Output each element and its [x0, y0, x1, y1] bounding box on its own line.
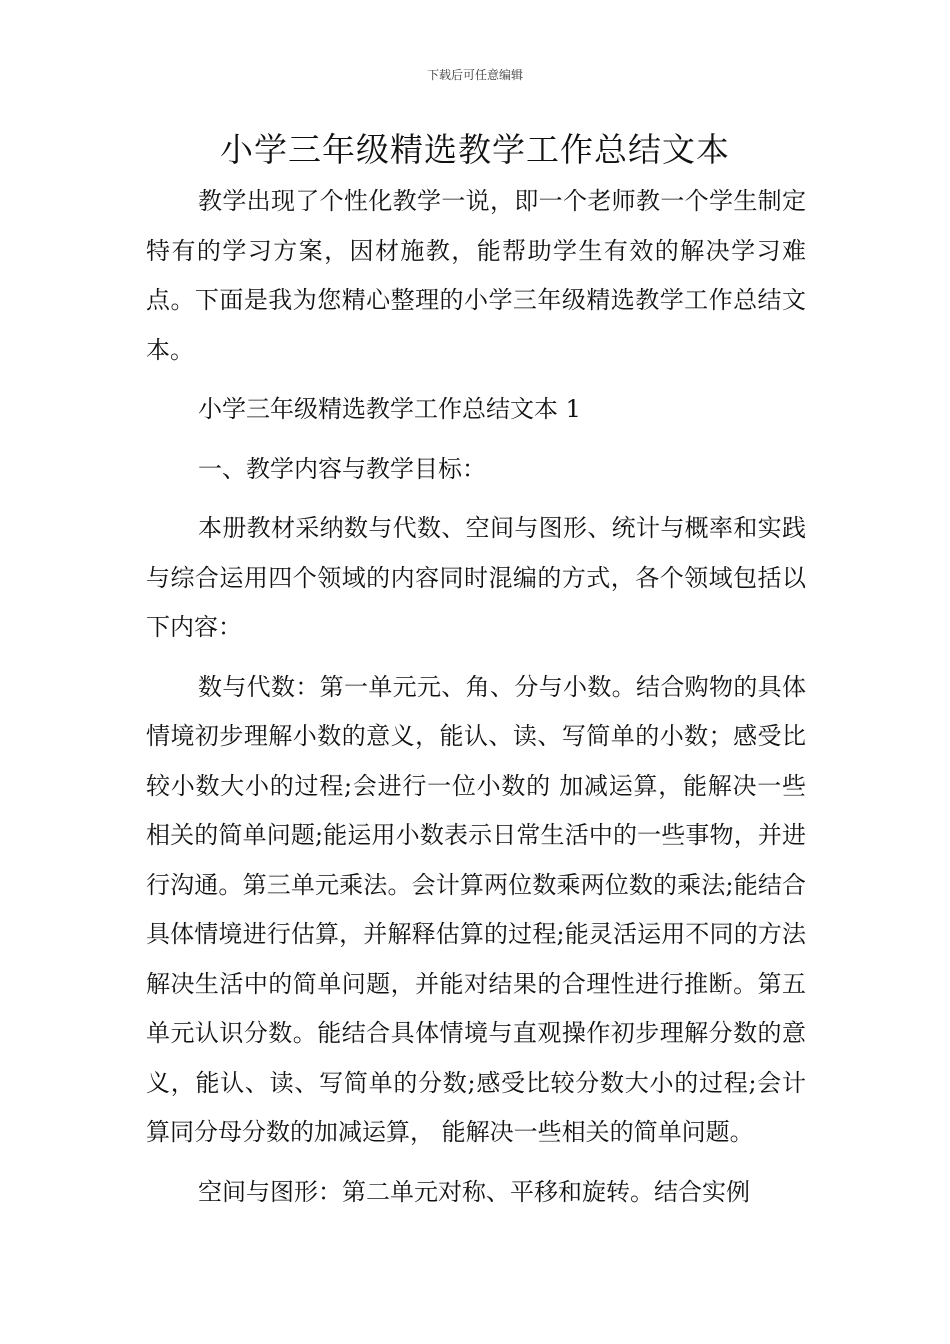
document-body: [146, 177, 806, 1227]
document-title: 小学三年级精选教学工作总结文本: [220, 130, 730, 169]
header-note: 下载后可任意编辑: [426, 68, 523, 82]
paragraph-subheading: 一、教学内容与教学目标：: [198, 454, 486, 483]
paragraph-number-algebra: 数与代数：第一单元元、角、分与小数。结合购物的具体情境初步理解小数的意义，能认、读、写简单的小数；感受比较小数大小的过程;会进行一位小数的 加减运算，能解决一些相关的简单问题;能运用小数表示日常生活中的一些事物，并进行沟通。第三单元乘法。会计算两位数乘两位数的乘法;能结合具体情境进行估算，并解释估算的过程;能灵活运用不同的方法解决生活中的简单问题，并能对结果的合理性进行推断。第五单元认识分数。能结合具体情境与直观操作初步理解分数的意义，能认、读、写简单的分数;感受比较分数大小的过程;会计算同分母分数的加减运算， 能解决一些相关的简单问题。: [146, 672, 806, 1146]
paragraph-intro: 教学出现了个性化教学一说，即一个老师教一个学生制定特有的学习方案，因材施教，能帮助学生有效的解决学习难点。下面是我为您精心整理的小学三年级精选教学工作总结文本。: [146, 187, 806, 364]
paragraph-overview: 本册教材采纳数与代数、空间与图形、统计与概率和实践与综合运用四个领域的内容同时混编的方式，各个领域包括以下内容：: [146, 514, 806, 641]
paragraph-space-shape: 空间与图形：第二单元对称、平移和旋转。结合实例: [198, 1177, 750, 1206]
paragraph-section-heading: 小学三年级精选教学工作总结文本 1: [198, 395, 581, 423]
